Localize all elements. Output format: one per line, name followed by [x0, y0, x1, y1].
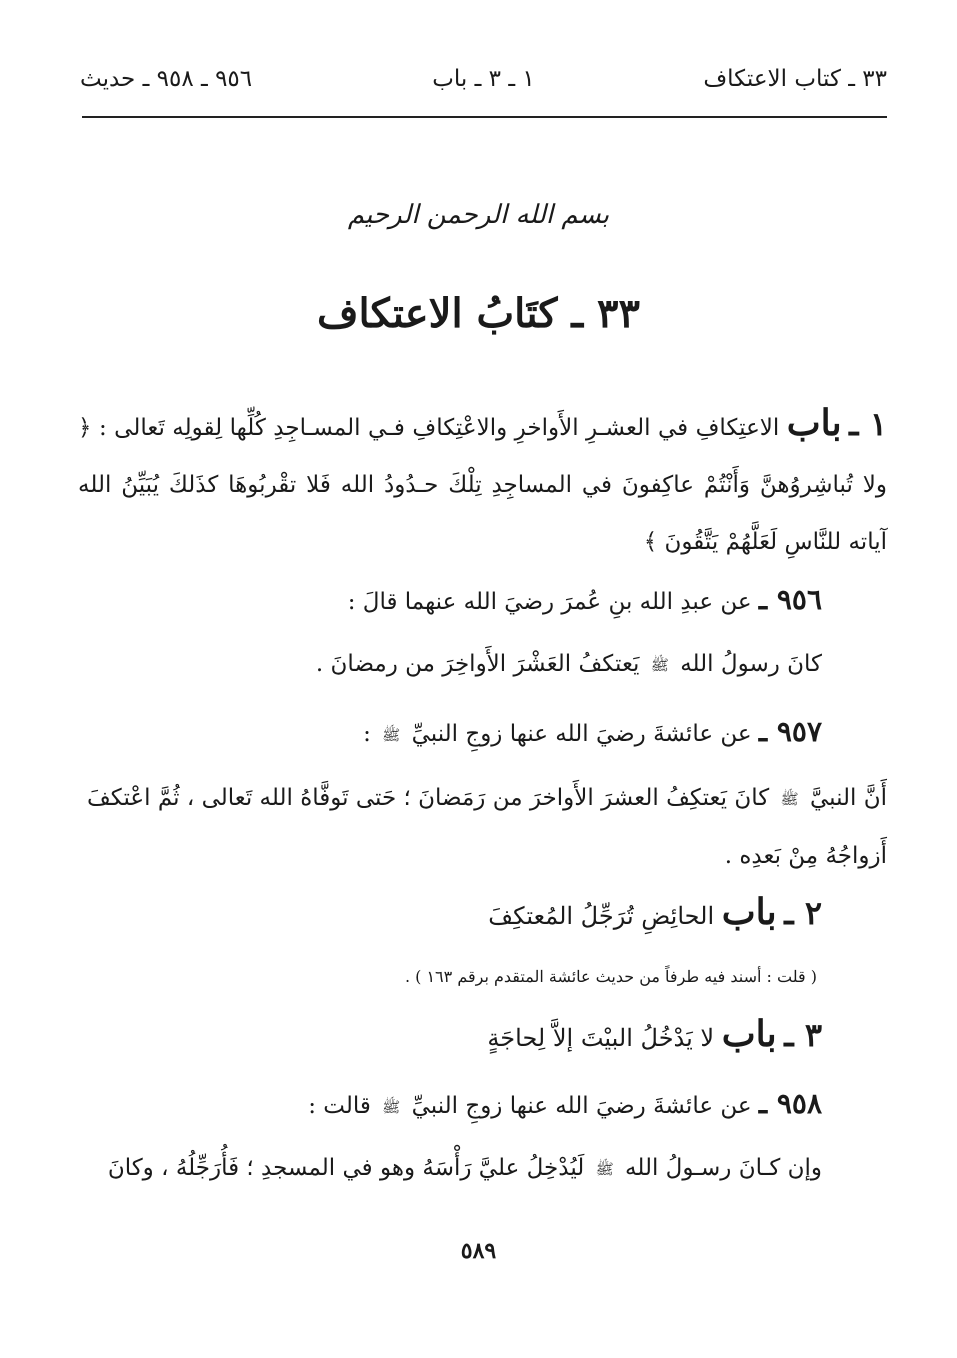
salla-symbol: ﷺ [595, 1160, 614, 1178]
chapter-2-number: ٢ ـ [784, 894, 822, 932]
salla-symbol: ﷺ [382, 1098, 401, 1116]
hadith-956-intro [78, 580, 822, 622]
chapter-2-text: الحائِضِ تُرَجِّلُ المُعتكِفَ [488, 902, 715, 930]
header-book-name: ٣٣ ـ كتاب الاعتكاف [703, 66, 887, 92]
header-hadith-range: ٩٥٦ ـ ٩٥٨ ـ حديث [80, 66, 253, 92]
book-title: ٣٣ ـ كتَابُ الاعتكاف [316, 290, 641, 337]
chapter-3-text: لا يَدْخُلُ البيْتَ إلاَّ لِحاجَةٍ [487, 1024, 715, 1052]
hadith-957-chain: عن عائشةَ رضيَ الله عنها زوجِ النبيِّ [411, 721, 752, 747]
chapter-1-bab: باب [786, 402, 842, 444]
hadith-958-text [78, 1148, 822, 1189]
hadith-958-intro [78, 1084, 822, 1127]
hadith-958-text-before: وإن كـانَ رسـولُ الله [625, 1155, 822, 1181]
header-chapter-range: ١ ـ ٣ ـ باب [432, 66, 535, 92]
page-number: ٥٨٩ [460, 1238, 497, 1264]
hadith-957-intro [78, 712, 822, 755]
editor-note: ( قلت : أسند فيه طرفاً من حديث عائشة المتقدم برقم ١٦٣ ) . [404, 967, 817, 986]
basmala: بسم الله الرحمن الرحيم [347, 200, 610, 230]
chapter-1-number: ١ ـ [849, 405, 887, 443]
hadith-958-chain-end: قالت : [308, 1093, 371, 1119]
chapter-2-bab: باب [721, 891, 777, 933]
salla-symbol: ﷺ [780, 789, 799, 808]
hadith-957-text [78, 770, 887, 885]
hadith-956-text-before: كانَ رسولُ الله [680, 651, 822, 677]
chapter-3 [78, 1014, 822, 1058]
hadith-957-text-after: كانَ يَعتكِفُ العشرَ الأَواخرَ من رَمَضانَ ؛ حَتى تَوفَّاهُ الله تَعالى ، ثُمَّ اعْتكفَ أَزواجُهُ مِنْ بَعدِه . [86, 785, 887, 869]
chapter-2 [78, 892, 822, 936]
hadith-956-number: ٩٥٦ ـ [758, 583, 822, 616]
chapter-3-bab: باب [721, 1013, 777, 1055]
chapter-1 [78, 395, 887, 571]
hadith-958-chain: عن عائشةَ رضيَ الله عنها زوجِ النبيِّ [411, 1093, 752, 1119]
salla-symbol: ﷺ [382, 726, 401, 744]
chapter-3-number: ٣ ـ [784, 1016, 822, 1054]
hadith-957-text-before: أَنَّ النبيَّ [809, 785, 887, 811]
chapter-1-text: الاعتِكافِ في العشـرِ الأَواخرِ والاعْتِكافِ فـي المسـاجِدِ كُلِّها لِقولِه تَعالى : ﴿ ولا تُباشِروُهنَّ وَأَنْتُمْ عاكِفونَ في المساجِدِ تِلْكَ حـدُودُ الله فَلا تقْربُوهَا كذَلكَ يُبَيِّنُ الله آياته للنَّاسِ لَعَلَّهُمْ يَتَّقُونَ ﴾ [78, 415, 887, 555]
header-rule [82, 116, 887, 118]
hadith-957-number: ٩٥٧ ـ [758, 715, 822, 748]
running-header [80, 66, 887, 106]
hadith-958-number: ٩٥٨ ـ [758, 1087, 822, 1120]
hadith-958-text-after: لَيُدْخِلُ عليَّ رَأْسَهُ وهو في المسجدِ ؛ فَأُرَجِّلُهُ ، وكانَ [107, 1155, 585, 1181]
hadith-956-chain: عن عبدِ الله بنِ عُمرَ رضيَ الله عنهما قالَ : [347, 589, 752, 615]
salla-symbol: ﷺ [650, 656, 669, 674]
hadith-956-text-after: يَعتكفُ العَشْرَ الأَواخِرَ من رمضانَ . [315, 651, 640, 677]
hadith-957-chain-end: : [363, 721, 371, 747]
hadith-956-text [78, 644, 822, 685]
